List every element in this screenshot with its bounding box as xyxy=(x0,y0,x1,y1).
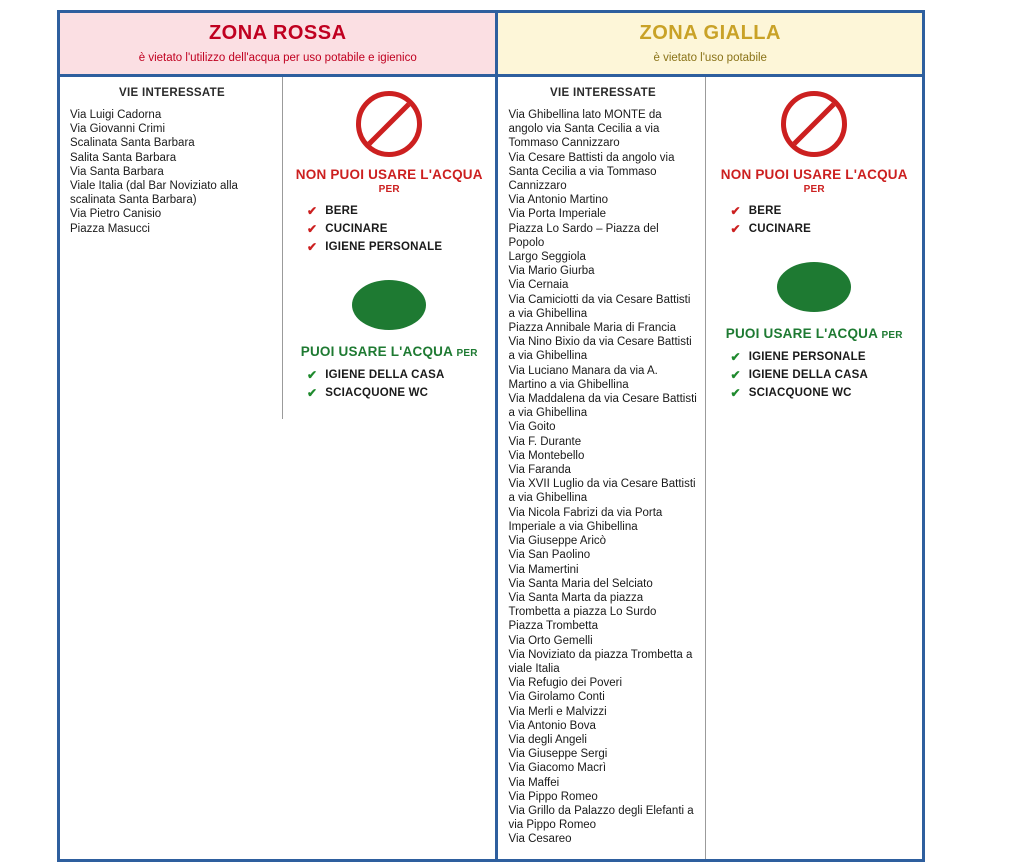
street-item: Viale Italia (dal Bar Noviziato alla scalinata Santa Barbara) xyxy=(70,180,238,207)
street-item: Via XVII Luglio da via Cesare Battisti a via Ghibellina xyxy=(508,478,696,505)
street-item: Via Giovanni Crimi xyxy=(70,123,166,136)
street-item: Via Santa Maria del Selciato xyxy=(508,577,653,590)
check-icon: ✔ xyxy=(730,222,741,236)
street-item: Piazza Trombetta xyxy=(508,620,598,633)
allowed-list-item xyxy=(307,369,485,382)
street-item: Via Giacomo Macrì xyxy=(508,762,607,775)
allowed-per-label: PER xyxy=(456,348,478,359)
rules-column-gialla xyxy=(706,77,922,859)
street-item: Via Mamertini xyxy=(508,563,579,576)
street-item: Via Santa Marta da piazza Trombetta a piazza Lo Surdo xyxy=(508,591,657,619)
street-item: Via Faranda xyxy=(508,464,571,477)
street-item: Via Maffei xyxy=(508,776,560,789)
forbidden-list-item xyxy=(730,223,912,236)
allowed-headline xyxy=(293,344,485,359)
streets-title: VIE INTERESSATE xyxy=(550,87,656,99)
check-icon: ✔ xyxy=(730,386,741,400)
allowed-per-label: PER xyxy=(881,330,903,341)
street-item: Via Maddalena da via Cesare Battisti a via Ghibellina xyxy=(508,393,697,420)
rules-column-rossa xyxy=(283,77,495,419)
zone-header-rossa xyxy=(60,13,495,77)
zone-header-gialla xyxy=(498,13,922,77)
street-item: Via Giuseppe Sergi xyxy=(508,748,608,761)
street-item: Via degli Angeli xyxy=(508,733,587,746)
street-item: Via Cernaia xyxy=(508,279,569,292)
street-item: Via Antonio Martino xyxy=(508,194,609,207)
allowed-list xyxy=(293,369,485,400)
forbidden-item-label: IGIENE PERSONALE xyxy=(325,241,443,253)
streets-title: VIE INTERESSATE xyxy=(119,87,225,99)
street-item: Via Porta Imperiale xyxy=(508,208,607,221)
street-item: Via Girolamo Conti xyxy=(508,691,605,704)
street-item: Piazza Masucci xyxy=(70,222,150,235)
allowed-list-item xyxy=(730,351,912,364)
street-item: Via Luciano Manara da via A. Martino a via Ghibellina xyxy=(508,364,658,391)
street-item: Via Pietro Canisio xyxy=(70,208,162,221)
forbidden-list-item xyxy=(730,205,912,218)
prohibition-sign-icon xyxy=(781,91,847,157)
allowed-headline xyxy=(716,326,912,341)
allowed-item-label: IGIENE PERSONALE xyxy=(748,351,866,363)
street-item: Via Grillo da Palazzo degli Elefanti a via Pippo Romeo xyxy=(508,804,694,832)
street-item: Via San Paolino xyxy=(508,549,591,562)
street-item: Largo Seggiola xyxy=(508,251,586,264)
forbidden-item-label: BERE xyxy=(325,205,359,217)
forbidden-per-label: PER xyxy=(378,184,400,195)
forbidden-list-item xyxy=(307,205,485,218)
prohibition-sign-icon xyxy=(356,91,422,157)
street-item: Via Nicola Fabrizi da via Porta Imperiale a via Ghibellina xyxy=(508,506,663,533)
street-item: Via F. Durante xyxy=(508,435,582,448)
check-icon: ✔ xyxy=(730,204,741,218)
street-item: Via Refugio dei Poveri xyxy=(508,677,623,690)
check-icon: ✔ xyxy=(307,222,318,236)
zone-title: ZONA GIALLA xyxy=(639,22,781,44)
street-item: Piazza Lo Sardo – Piazza del Popolo xyxy=(508,222,659,249)
water-advisory-table xyxy=(57,10,925,862)
check-icon: ✔ xyxy=(307,386,318,400)
street-item: Via Cesareo xyxy=(508,833,572,846)
forbidden-list xyxy=(716,205,912,236)
streets-column-rossa xyxy=(60,77,283,419)
street-item: Via Orto Gemelli xyxy=(508,634,593,647)
zone-subtitle: è vietato l'utilizzo dell'acqua per uso potabile e igienico xyxy=(138,52,417,64)
allowed-item-label: SCIACQUONE WC xyxy=(748,387,852,399)
allowed-item-label: IGIENE DELLA CASA xyxy=(325,369,445,381)
forbidden-item-label: BERE xyxy=(748,205,782,217)
green-oval-icon xyxy=(352,280,426,330)
street-item: Via Pippo Romeo xyxy=(508,790,598,803)
zone-subtitle: è vietato l'uso potabile xyxy=(653,52,767,64)
street-item: Salita Santa Barbara xyxy=(70,151,177,164)
forbidden-list xyxy=(293,205,485,254)
check-icon: ✔ xyxy=(307,204,318,218)
street-item: Via Giuseppe Aricò xyxy=(508,535,607,548)
allowed-item-label: IGIENE DELLA CASA xyxy=(748,369,869,381)
check-icon: ✔ xyxy=(307,368,318,382)
street-item: Via Luigi Cadorna xyxy=(70,109,162,121)
allowed-item-label: SCIACQUONE WC xyxy=(325,387,429,399)
zone-body-gialla xyxy=(498,77,922,859)
forbidden-headline-text: NON PUOI USARE L'ACQUA xyxy=(720,167,908,182)
forbidden-list-item xyxy=(307,241,485,254)
zone-panel-rossa xyxy=(60,13,498,859)
streets-column-gialla xyxy=(498,77,706,859)
allowed-list-item xyxy=(730,387,912,400)
forbidden-item-label: CUCINARE xyxy=(748,223,812,235)
allowed-list-item xyxy=(307,387,485,400)
check-icon: ✔ xyxy=(307,240,318,254)
street-item: Via Goito xyxy=(508,421,556,434)
street-item: Via Nino Bixio da via Cesare Battisti a via Ghibellina xyxy=(508,336,692,363)
allowed-list xyxy=(716,351,912,400)
check-icon: ✔ xyxy=(730,368,741,382)
street-item: Via Mario Giurba xyxy=(508,265,595,278)
check-icon: ✔ xyxy=(730,350,741,364)
street-item: Via Santa Barbara xyxy=(70,165,164,178)
zone-body-rossa xyxy=(60,77,495,419)
zone-panel-gialla xyxy=(498,13,922,859)
allowed-headline-text: PUOI USARE L'ACQUA xyxy=(725,326,878,341)
forbidden-headline xyxy=(293,167,485,195)
street-item: Scalinata Santa Barbara xyxy=(70,137,195,150)
street-item: Via Cesare Battisti da angolo via Santa Cecilia a via Tommaso Cannizzaro xyxy=(508,151,675,193)
forbidden-headline-text: NON PUOI USARE L'ACQUA xyxy=(295,167,483,182)
street-item: Piazza Annibale Maria di Francia xyxy=(508,322,676,335)
forbidden-headline xyxy=(716,167,912,195)
forbidden-item-label: CUCINARE xyxy=(325,223,388,235)
street-item: Via Montebello xyxy=(508,449,585,462)
street-item: Via Merli e Malvizzi xyxy=(508,705,607,718)
zone-title: ZONA ROSSA xyxy=(208,22,347,44)
street-item: Via Antonio Bova xyxy=(508,719,596,732)
green-oval-icon xyxy=(777,262,851,312)
allowed-list-item xyxy=(730,369,912,382)
allowed-headline-text: PUOI USARE L'ACQUA xyxy=(300,344,453,359)
forbidden-per-label: PER xyxy=(803,184,825,195)
street-item: Via Camiciotti da via Cesare Battisti a via Ghibellina xyxy=(508,293,691,320)
street-item: Via Ghibellina lato MONTE da angolo via Santa Cecilia a via Tommaso Cannizzaro xyxy=(508,109,662,150)
street-item: Via Noviziato da piazza Trombetta a viale Italia xyxy=(508,648,693,675)
forbidden-list-item xyxy=(307,223,485,236)
